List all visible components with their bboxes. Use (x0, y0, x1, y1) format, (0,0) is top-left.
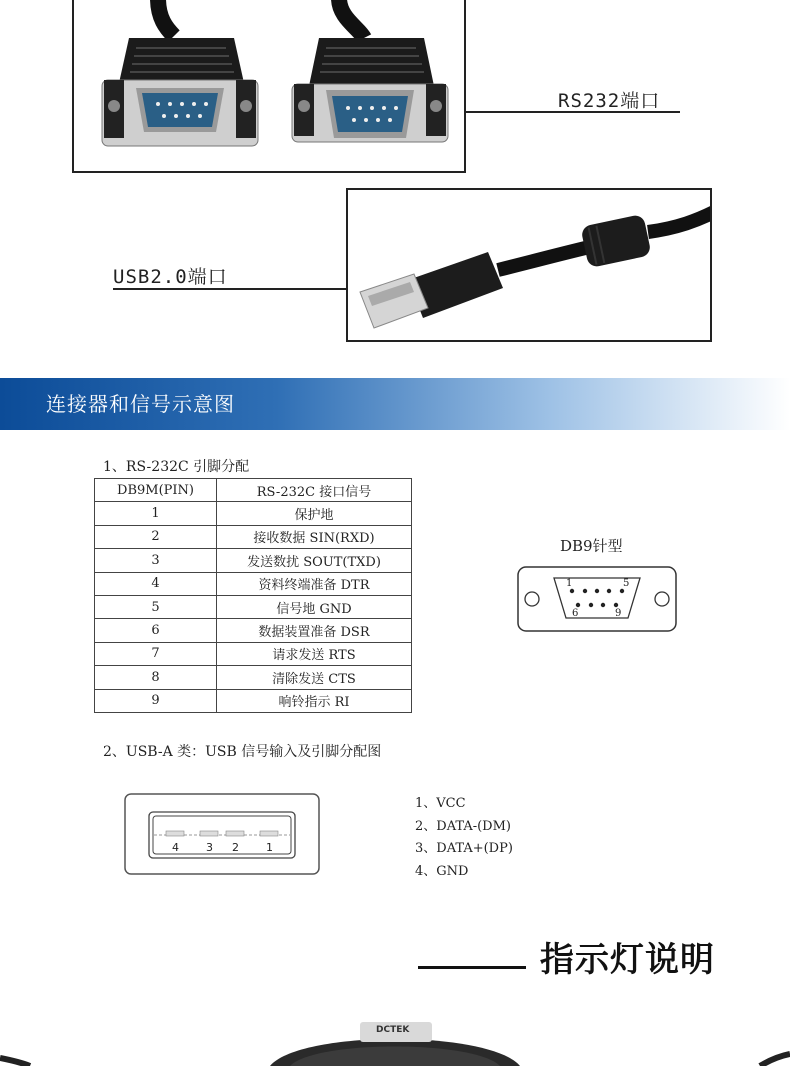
db9-outline-icon (517, 566, 677, 632)
device-top-peek (0, 1010, 790, 1066)
signal-cell: 信号地 GND (217, 595, 412, 618)
usb-section-title: 2、USB-A 类：USB 信号输入及引脚分配图 (103, 744, 382, 760)
usb-photo (346, 188, 712, 342)
rs232-label: RS232端口 (558, 90, 661, 112)
table-header-row (95, 479, 412, 502)
device-badge: DCTEK (376, 1025, 410, 1035)
table-row (95, 642, 412, 665)
table-row (95, 595, 412, 618)
usb-a-outline-icon (124, 793, 320, 875)
list-item: 2、DATA-(DM) (415, 818, 511, 834)
indicator-title-underline (418, 966, 526, 969)
signal-cell: 响铃指示 RI (217, 689, 412, 712)
pin-cell: 4 (95, 572, 217, 595)
table-row (95, 549, 412, 572)
signal-cell: 接收数据 SIN(RXD) (217, 525, 412, 548)
signal-cell: 发送数扰 SOUT(TXD) (217, 549, 412, 572)
db9-pin-5-label: 5 (623, 578, 630, 589)
pin-cell: 9 (95, 689, 217, 712)
table-row (95, 689, 412, 712)
pin-cell: 8 (95, 666, 217, 689)
db9-pin-1-label: 1 (566, 578, 573, 589)
usb-pin-3-label: 3 (206, 841, 213, 854)
rs232-pin-table (94, 478, 412, 713)
table-row (95, 502, 412, 525)
signal-cell: 清除发送 CTS (217, 666, 412, 689)
rs232-section-title: 1、RS-232C 引脚分配 (103, 459, 250, 475)
header-signal: RS-232C 接口信号 (217, 479, 412, 502)
header-pin: DB9M(PIN) (95, 479, 217, 502)
table-row (95, 525, 412, 548)
signal-cell: 数据装置准备 DSR (217, 619, 412, 642)
usb-signal-list (415, 793, 513, 883)
db9-connectors-illustration (74, 0, 466, 173)
usb-pin-1-label: 1 (266, 841, 273, 854)
list-item: 3、DATA+(DP) (415, 841, 513, 856)
pin-cell: 1 (95, 502, 217, 525)
db9-pin-6-label: 6 (572, 608, 579, 619)
banner-title: 连接器和信号示意图 (46, 392, 235, 416)
rs232-photo (72, 0, 466, 173)
pin-cell: 5 (95, 595, 217, 618)
pin-cell: 2 (95, 525, 217, 548)
signal-cell: 资料终端准备 DTR (217, 572, 412, 595)
usb-pin-4-label: 4 (172, 841, 179, 854)
table-row (95, 666, 412, 689)
usb-a-port-diagram (124, 793, 320, 875)
pin-cell: 3 (95, 549, 217, 572)
pin-cell: 6 (95, 619, 217, 642)
usb-pin-2-label: 2 (232, 841, 239, 854)
indicator-title: 指示灯说明 (540, 940, 715, 980)
db9-pinout-diagram (517, 566, 677, 632)
pin-cell: 7 (95, 642, 217, 665)
db9-pin-9-label: 9 (615, 608, 622, 619)
db9-title: DB9针型 (560, 537, 623, 555)
signal-cell: 请求发送 RTS (217, 642, 412, 665)
table-row (95, 619, 412, 642)
usb-cable-illustration (348, 190, 712, 342)
list-item: 4、GND (415, 863, 469, 879)
usb-label: USB2.0端口 (113, 266, 228, 288)
signal-cell: 保护地 (217, 502, 412, 525)
adapter-device-illustration (0, 1010, 790, 1066)
table-row (95, 572, 412, 595)
list-item: 1、VCC (415, 796, 466, 811)
